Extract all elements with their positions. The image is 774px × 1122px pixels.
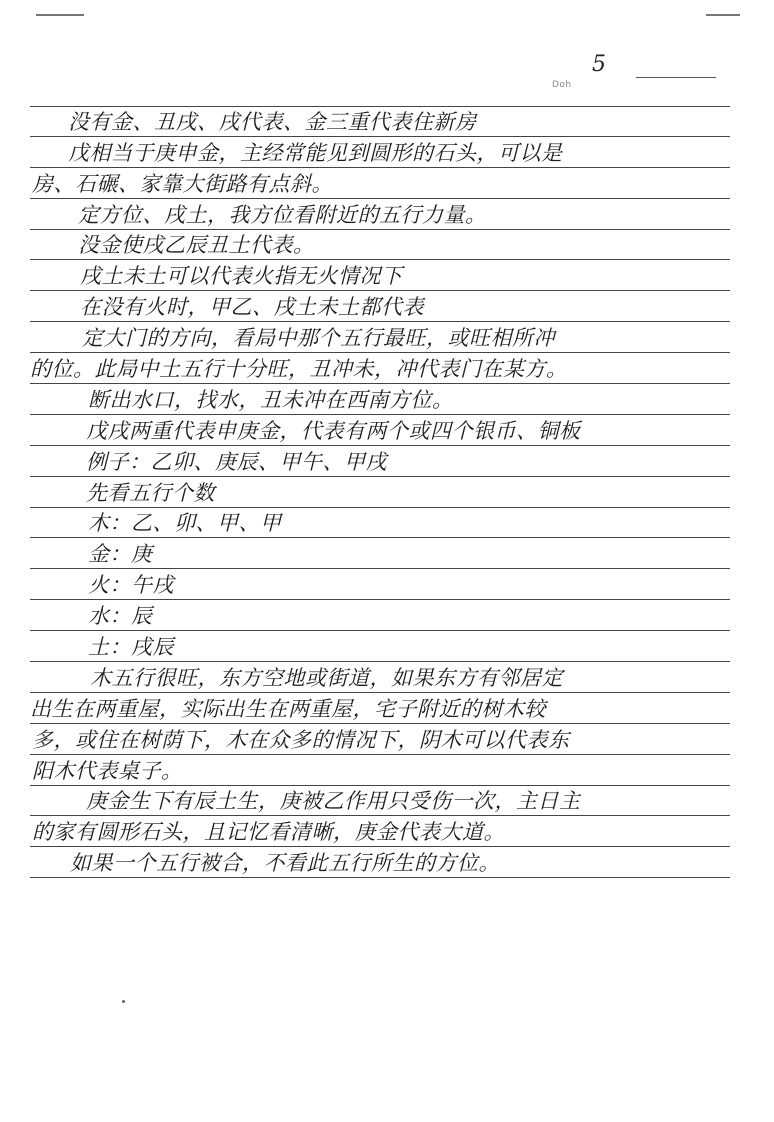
handwritten-text: 庚金生下有辰土生，庚被乙作用只受伤一次，主日主 — [86, 789, 581, 814]
handwritten-text: 土：戌辰 — [88, 635, 174, 660]
handwritten-text: 如果一个五行被合，不看此五行所生的方位。 — [70, 851, 500, 876]
corner-mark-left — [36, 14, 84, 16]
handwritten-line — [30, 446, 730, 477]
handwritten-text: 水：辰 — [88, 604, 153, 629]
handwritten-line — [30, 662, 730, 693]
handwritten-text: 的位。此局中土五行十分旺，丑冲未，冲代表门在某方。 — [30, 357, 568, 382]
page-tag: Doh — [552, 80, 572, 90]
handwritten-text: 戌土未土可以代表火指无火情况下 — [80, 264, 403, 289]
handwritten-line — [30, 415, 730, 446]
handwritten-line — [30, 168, 730, 199]
handwritten-text: 没金使戌乙辰丑土代表。 — [78, 233, 315, 258]
handwritten-line — [30, 199, 730, 230]
handwritten-text: 戊戌两重代表申庚金，代表有两个或四个银币、铜板 — [86, 418, 581, 443]
handwritten-line — [30, 724, 730, 755]
handwritten-text: 阳木代表桌子。 — [32, 758, 183, 783]
handwritten-line — [30, 600, 730, 631]
handwritten-line — [30, 384, 730, 415]
handwritten-line — [30, 322, 730, 353]
handwritten-line — [30, 353, 730, 384]
handwritten-line — [30, 631, 730, 662]
handwritten-text: 火：午戌 — [88, 573, 174, 598]
ruled-text-area — [30, 106, 730, 878]
handwritten-line — [30, 106, 730, 137]
page-number: 5 — [592, 52, 606, 77]
handwritten-line — [30, 755, 730, 786]
handwritten-text: 定大门的方向，看局中那个五行最旺，或旺相所冲 — [82, 326, 555, 351]
handwritten-line — [30, 816, 730, 847]
handwritten-line — [30, 786, 730, 817]
handwritten-text: 的家有圆形石头，且记忆看清晰，庚金代表大道。 — [32, 820, 505, 845]
handwritten-text: 没有金、丑戌、戌代表、金三重代表住新房 — [68, 109, 477, 134]
handwritten-text: 例子：乙卯、庚辰、甲午、甲戌 — [86, 449, 387, 474]
handwritten-text: 多，或住在树荫下，木在众多的情况下，阴木可以代表东 — [32, 727, 570, 752]
handwritten-line — [30, 693, 730, 724]
page-number-underline — [636, 77, 716, 78]
handwritten-text: 断出水口，找水，丑未冲在西南方位。 — [88, 387, 454, 412]
handwritten-text: 金：庚 — [88, 542, 153, 567]
handwritten-line — [30, 137, 730, 168]
handwritten-line — [30, 291, 730, 322]
handwritten-text: 先看五行个数 — [86, 480, 215, 505]
handwritten-text: 戊相当于庚申金，主经常能见到圆形的石头，可以是 — [68, 140, 563, 165]
handwritten-line — [30, 508, 730, 539]
handwritten-line — [30, 477, 730, 508]
handwritten-line — [30, 538, 730, 569]
handwritten-text: 在没有火时，甲乙、戌土未土都代表 — [80, 295, 424, 320]
corner-mark-right — [706, 14, 740, 16]
handwritten-line — [30, 260, 730, 291]
handwritten-line — [30, 230, 730, 261]
handwritten-line — [30, 847, 730, 878]
handwritten-text: 木五行很旺，东方空地或街道，如果东方有邻居定 — [90, 665, 563, 690]
handwritten-text: 木：乙、卯、甲、甲 — [88, 511, 282, 536]
handwritten-text: 定方位、戌土，我方位看附近的五行力量。 — [78, 202, 487, 227]
handwritten-text: 出生在两重屋，实际出生在两重屋，宅子附近的树木较 — [30, 696, 546, 721]
ink-dot — [122, 1000, 125, 1003]
handwritten-line — [30, 569, 730, 600]
handwritten-text: 房、石碾、家靠大街路有点斜。 — [32, 171, 333, 196]
